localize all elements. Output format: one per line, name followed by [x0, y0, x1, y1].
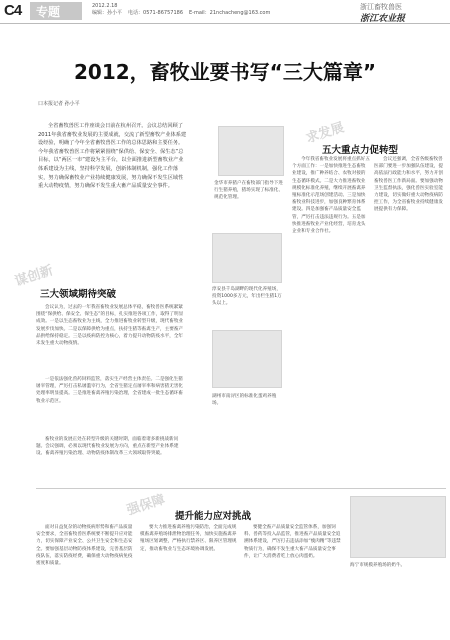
caption-1: 金华市养猪户在畜牧部门指导下进行生猪养殖，猪场实现了标准化、规范化管理。 — [214, 181, 283, 200]
newspaper-logo: 浙江农业报 — [360, 14, 406, 24]
header-meta — [92, 3, 276, 17]
intro-paragraph: 全省畜牧兽医工作座谈会日前在杭州召开。会议总结回顾了2011年我省畜牧业发展的主要成就，交流了新型畜牧产业体系建设经验，明确了今年全省畜牧兽医工作的总体思路和主要任务。今年我省畜牧兽医工作将紧紧围绕“保供给、保安全、保生态”总目标，以“两区一市”建设为主平台，以全面推进新型畜牧业产业体系建设为主线，坚持科学发展，创新体制机制，强化工作落实，努力确保畜牧业产业持续健康发展，努力确保不发生区域性重大动物疫情，努力确保不发生重大畜产品质量安全事件。 — [38, 123, 187, 190]
page-header — [0, 0, 450, 24]
page-number: C4 — [4, 2, 22, 19]
editor: 编辑：孙小平 — [92, 10, 123, 16]
column-g: 要大力推进畜禽养殖污染防治，全面完成规模畜禽养殖场排泄物治理任务，加快实施畜禽养殖场区划调整，严格执行禁养区、限养区管理规定，推动畜牧业与生态环境协调发展。 — [140, 525, 237, 552]
stamp-mouchuangxin: 谋创新 — [13, 263, 55, 290]
column-c: 畜牧业的发展正处在转型升级的关键时期，面临着诸多新挑战新问题。会议强调，必须以现代畜牧业发展为方向，重点在新型产业体系建设、畜禽养殖污染治理、动物防疫体制改革三大领域取得突破。 — [36, 437, 179, 457]
issue-date: 2012.2.18 — [92, 3, 118, 9]
column-b: 一是依法强化兽药饲料监管，落实生产经营主体责任。二是强化生猪屠宰管理，严厉打击私屠滥宰行为，全省生猪定点屠宰率和病害猪无害化处理率明显提高。三是推进畜禽养殖污染治理，全省建成一批生态循环畜牧业示范区。 — [36, 377, 184, 404]
stamp-qiangbaozhang: 强保障 — [125, 492, 167, 519]
byline: 口本报记者 孙小平 — [38, 101, 80, 107]
caption-2: 淳安县千岛湖畔的现代化养殖场，投资1000多万元，年出栏生猪1万头以上。 — [212, 287, 282, 306]
photo-dairy-cows — [350, 496, 446, 558]
column-f: 面对日益复杂的动物疫病形势和畜产品质量安全要求，全省畜牧兽医系统要不断提升应对能力，切实保障产业安全、公共卫生安全和生态安全。要加强基层动物防疫体系建设，完善基层防疫队伍，落实防疫经费，确保重大动物疫病免疫密度和质量。 — [36, 525, 133, 567]
photo-pig-farm — [218, 126, 284, 176]
section-label: 专题 — [30, 2, 82, 20]
caption-4: 海宁市规模养殖场的奶牛。 — [350, 563, 406, 568]
column-d: 今年我省畜牧业发展将重点抓好五个方面工作：一是加快推进生态畜牧业建设，推广种养结合、农牧对接的生态循环模式。二是大力推进畜牧业规模化标准化养殖，继续开展畜禽养殖标准化示范场创建活动。三是加快畜牧业科技进步，加强良种繁育体系建设。四是加强畜产品质量安全监管，严厉打击违法违规行为。五是加快推进畜牧业产业化经营，培育龙头企业和专业合作社。 — [292, 157, 370, 235]
photo-livestock-farm — [212, 233, 282, 283]
caption-3: 湖州市南浔区的标准化蛋鸡养殖场。 — [212, 394, 277, 406]
divider — [36, 488, 446, 489]
stamp-qiufazhan: 求发展 — [304, 120, 346, 147]
email: E-mail：21nchacheng@163.com — [189, 10, 271, 16]
section-title-3: 提升能力应对挑战 — [175, 511, 252, 522]
photo-chicken-farm — [212, 330, 282, 388]
headline: 2012，畜牧业要书写“三大篇章” — [74, 60, 376, 84]
column-e: 会议还强调，全省各级畜牧兽医部门要进一步加强队伍建设，提高依法行政能力和水平，努力开创畜牧兽医工作新局面。要加强动物卫生监督执法，强化兽医实验室能力建设，切实做好重大动物疫病防控工作，为全省畜牧业持续健康发展提供有力保障。 — [374, 157, 443, 213]
tagline: 浙江畜牧兽医 — [360, 3, 402, 11]
section-title-1: 三大领域期待突破 — [40, 289, 117, 300]
column-h: 要健全畜产品质量安全监管体系，加强饲料、兽药等投入品监管，推进畜产品质量安全追溯体系建设，严厉打击违法添加“瘦肉精”等违禁物质行为，确保不发生重大畜产品质量安全事件，让广大消费者吃上放心肉蛋奶。 — [244, 525, 341, 559]
section-title-2: 五大重点力促转型 — [322, 145, 399, 156]
phone: 电话：0571-86757186 — [128, 10, 183, 16]
column-a: 会议认为，过去的一年我省畜牧业发展总体平稳，畜牧兽医系统紧紧围绕“保供给、保安全、保生态”的目标，扎实推进各项工作，取得了明显成效。一是以生态畜牧业为主线，全力推进畜牧业转型升级，现代畜牧业发展步伐加快。二是以保障供给为重点，扶持生猪等畜禽生产，主要畜产品供给保持稳定。三是以疫病防控为核心，着力提升动物防疫水平，全年未发生重大动物疫情。 — [36, 305, 184, 347]
